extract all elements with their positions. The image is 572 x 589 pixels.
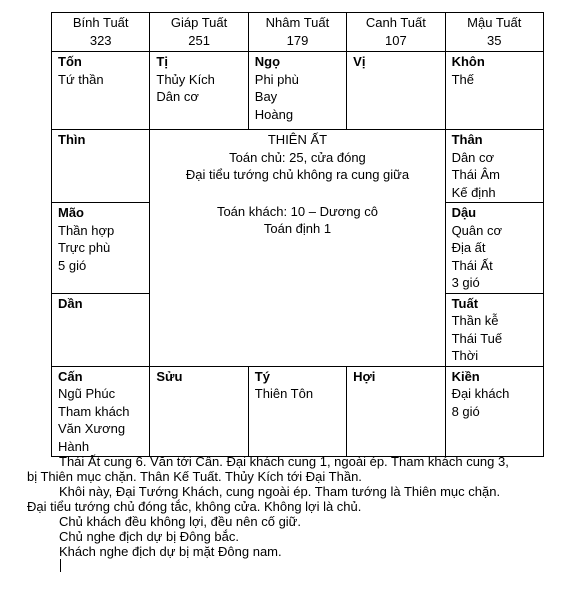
paragraph-line: bị Thiên mục chặn. Thân Kế Tuất. Thủy Kích tới Đại Thần. xyxy=(27,469,362,484)
header-cell xyxy=(150,13,248,52)
cell-line: Thế xyxy=(451,71,474,87)
grid-row xyxy=(52,52,544,130)
cell-name: Tý xyxy=(254,368,270,384)
cell-kien xyxy=(445,366,543,457)
header-value: 179 xyxy=(286,32,309,48)
paragraph-line: Đại tiểu tướng chủ đóng tắc, không cửa. Không lợi là chủ. xyxy=(27,499,362,514)
cell-suu xyxy=(150,366,248,457)
cell-line: Văn Xương xyxy=(58,421,126,436)
cell-line: Hoàng xyxy=(254,106,294,122)
cell-dan xyxy=(52,293,150,366)
cell-name: Cấn xyxy=(58,368,83,384)
header-name: Nhâm Tuất xyxy=(265,15,330,30)
header-cell xyxy=(445,13,543,52)
cell-line: Đại khách xyxy=(451,386,510,401)
cell-tuat xyxy=(445,293,543,366)
cell-name: Dậu xyxy=(451,205,477,220)
thai-at-chart-grid xyxy=(51,12,544,457)
text-cursor xyxy=(60,559,61,572)
cell-line: Thủy Kích xyxy=(156,71,215,87)
header-name: Bính Tuất xyxy=(72,15,129,30)
header-cell xyxy=(347,13,445,52)
cell-name: Vị xyxy=(353,54,366,69)
cell-dau xyxy=(445,203,543,294)
cell-name: Ngọ xyxy=(254,54,281,69)
paragraph-line-last xyxy=(27,544,547,572)
cell-line: Hành xyxy=(58,438,90,454)
cell-name: Dần xyxy=(58,295,83,311)
center-line: Toán chủ: 25, cửa đóng xyxy=(229,149,366,165)
cell-line: Địa ất xyxy=(451,240,486,255)
cell-line: Dân cơ xyxy=(451,149,495,165)
cell-name: Sửu xyxy=(156,368,183,384)
paragraph-line: Thái Ất cung 6. Văn tới Cấn. Đại khách cung 1, ngoài ép. Tham khách cung 3, xyxy=(59,454,509,469)
cell-line: Tham khách xyxy=(58,403,130,419)
cell-line: Phi phù xyxy=(254,71,299,87)
paragraph-line: Khôi này, Đại Tướng Khách, cung ngoài ép. Tham tướng là Thiên mục chặn. xyxy=(59,484,501,499)
center-panel xyxy=(150,130,445,367)
cell-ngo xyxy=(248,52,346,130)
header-cell xyxy=(248,13,346,52)
header-name: Mậu Tuất xyxy=(467,15,522,30)
header-row xyxy=(52,13,544,52)
paragraph-line: Chủ nghe địch dự bị Đông bắc. xyxy=(59,529,239,544)
cell-can xyxy=(52,366,150,457)
header-cell xyxy=(52,13,150,52)
cell-line: Thái Tuế xyxy=(451,330,503,346)
cell-than xyxy=(445,130,543,203)
cell-line: Thiên Tôn xyxy=(254,386,314,401)
cell-line: Thần hợp xyxy=(58,222,115,238)
center-line: Toán khách: 10 – Dương cô xyxy=(216,203,378,219)
cell-line: Quân cơ xyxy=(451,222,503,238)
cell-line: 8 gió xyxy=(451,403,480,419)
paragraph-line: Chủ khách đều không lợi, đều nên cố giữ. xyxy=(59,514,301,529)
cell-name: Kiền xyxy=(451,368,480,384)
cell-hoi xyxy=(347,366,445,457)
cell-line: Ngũ Phúc xyxy=(58,386,116,401)
header-value: 251 xyxy=(188,32,210,48)
cell-thin xyxy=(52,130,150,203)
spacer xyxy=(156,184,438,203)
header-value: 35 xyxy=(487,32,502,48)
header-value: 323 xyxy=(89,32,112,48)
header-value: 107 xyxy=(385,32,407,48)
cell-vi xyxy=(347,52,445,130)
cell-name: Thân xyxy=(451,132,483,147)
cell-name: Thìn xyxy=(58,132,86,147)
body-text[interactable] xyxy=(27,454,547,572)
cell-line: Thái Ất xyxy=(451,257,493,273)
cell-name: Mão xyxy=(58,205,84,220)
header-name: Giáp Tuất xyxy=(170,15,228,30)
cell-name: Tuất xyxy=(451,295,479,311)
cell-line: Bay xyxy=(254,89,278,104)
cell-name: Khôn xyxy=(451,54,485,69)
cell-name: Tốn xyxy=(58,54,82,69)
grid-row xyxy=(52,130,544,203)
cell-khon xyxy=(445,52,543,130)
center-line: Toán định 1 xyxy=(263,221,332,236)
center-title: THIÊN ẤT xyxy=(267,132,328,147)
header-name: Canh Tuất xyxy=(365,15,426,30)
cell-line: 5 gió xyxy=(58,257,87,273)
cell-mao xyxy=(52,203,150,294)
cell-line: Tứ thần xyxy=(58,71,104,87)
paragraph-line-text: Khách nghe địch dự bị mặt Đông nam. xyxy=(59,544,282,559)
cell-line: Kế định xyxy=(451,184,496,200)
center-line: Đại tiểu tướng chủ không ra cung giữa xyxy=(185,167,410,182)
grid-row xyxy=(52,366,544,457)
cell-name: Hợi xyxy=(353,368,376,384)
cell-line: Thời xyxy=(451,348,479,363)
cell-line: Thái Âm xyxy=(451,167,500,182)
cell-ty xyxy=(248,366,346,457)
cell-line: Trực phù xyxy=(58,240,111,255)
cell-line: 3 gió xyxy=(451,275,480,290)
cell-name: Tị xyxy=(156,54,168,69)
cell-line: Dân cơ xyxy=(156,89,199,104)
cell-line: Thần kễ xyxy=(451,313,499,328)
cell-ton xyxy=(52,52,150,130)
cell-ti xyxy=(150,52,248,130)
